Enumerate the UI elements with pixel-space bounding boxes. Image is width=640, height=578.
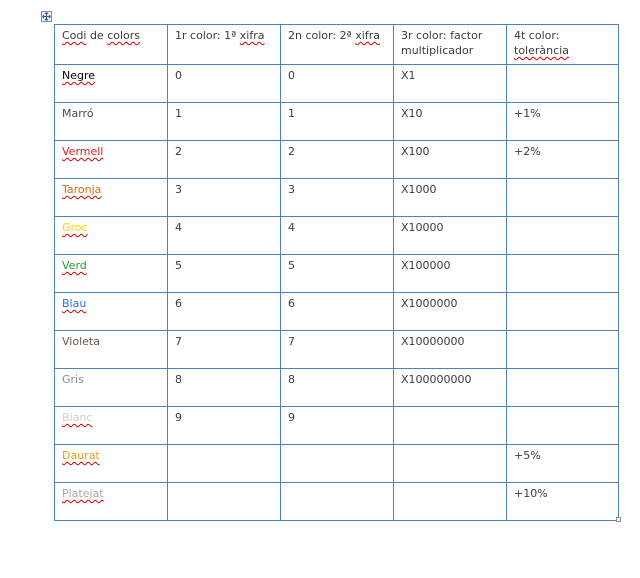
second-digit-text: 0	[288, 69, 295, 82]
header-third-color: 3r color: factor multiplicador	[401, 29, 483, 57]
first-digit-text: 2	[175, 145, 182, 158]
header-cell[interactable]	[394, 25, 507, 65]
first-digit-cell[interactable]	[168, 483, 281, 521]
color-name-cell[interactable]	[55, 407, 168, 445]
header-cell[interactable]	[168, 25, 281, 65]
table-resize-handle[interactable]	[616, 517, 621, 522]
second-digit-text: 4	[288, 221, 295, 234]
second-digit-text: 9	[288, 411, 295, 424]
tolerance-cell[interactable]	[507, 483, 619, 521]
color-name-text: Blanc	[62, 411, 93, 424]
table-row	[55, 407, 619, 445]
multiplier-text: X1000000	[401, 297, 458, 310]
tolerance-cell[interactable]	[507, 407, 619, 445]
multiplier-text: X100000	[401, 259, 451, 272]
first-digit-text: 7	[175, 335, 182, 348]
multiplier-text: X100000000	[401, 373, 472, 386]
first-digit-cell[interactable]	[168, 255, 281, 293]
second-digit-cell[interactable]	[281, 445, 394, 483]
multiplier-cell[interactable]	[394, 141, 507, 179]
first-digit-cell[interactable]	[168, 369, 281, 407]
table-move-handle[interactable]	[41, 11, 52, 22]
table-row	[55, 445, 619, 483]
second-digit-cell[interactable]	[281, 217, 394, 255]
color-name-text: Blau	[62, 297, 87, 310]
table-row	[55, 331, 619, 369]
second-digit-text: 7	[288, 335, 295, 348]
table-row	[55, 293, 619, 331]
color-name-cell[interactable]	[55, 103, 168, 141]
color-name-cell[interactable]	[55, 65, 168, 103]
second-digit-cell[interactable]	[281, 65, 394, 103]
table-row	[55, 255, 619, 293]
color-name-cell[interactable]	[55, 179, 168, 217]
header-first-color: 1r color: 1ª xifra	[175, 29, 265, 42]
multiplier-cell[interactable]	[394, 369, 507, 407]
second-digit-text: 2	[288, 145, 295, 158]
tolerance-text: +10%	[514, 487, 548, 500]
multiplier-text: X100	[401, 145, 430, 158]
first-digit-cell[interactable]	[168, 179, 281, 217]
second-digit-text: 5	[288, 259, 295, 272]
color-name-text: Violeta	[62, 335, 100, 348]
first-digit-cell[interactable]	[168, 65, 281, 103]
first-digit-cell[interactable]	[168, 407, 281, 445]
tolerance-cell[interactable]	[507, 103, 619, 141]
first-digit-text: 6	[175, 297, 182, 310]
table-row	[55, 179, 619, 217]
color-name-cell[interactable]	[55, 255, 168, 293]
second-digit-cell[interactable]	[281, 179, 394, 217]
tolerance-cell[interactable]	[507, 255, 619, 293]
second-digit-cell[interactable]	[281, 141, 394, 179]
color-name-text: Taronja	[62, 183, 102, 196]
first-digit-cell[interactable]	[168, 217, 281, 255]
multiplier-cell[interactable]	[394, 179, 507, 217]
multiplier-cell[interactable]	[394, 483, 507, 521]
color-name-text: Vermell	[62, 145, 104, 158]
multiplier-cell[interactable]	[394, 65, 507, 103]
tolerance-text: +1%	[514, 107, 541, 120]
first-digit-text: 3	[175, 183, 182, 196]
first-digit-text: 8	[175, 373, 182, 386]
multiplier-cell[interactable]	[394, 445, 507, 483]
second-digit-text: 3	[288, 183, 295, 196]
table-row	[55, 103, 619, 141]
tolerance-text: +2%	[514, 145, 541, 158]
tolerance-cell[interactable]	[507, 445, 619, 483]
header-cell[interactable]	[507, 25, 619, 65]
table-row	[55, 483, 619, 521]
table-row	[55, 65, 619, 103]
color-name-cell[interactable]	[55, 141, 168, 179]
multiplier-cell[interactable]	[394, 331, 507, 369]
first-digit-cell[interactable]	[168, 331, 281, 369]
multiplier-text: X1	[401, 69, 416, 82]
first-digit-cell[interactable]	[168, 103, 281, 141]
multiplier-text: X1000	[401, 183, 437, 196]
table-row	[55, 369, 619, 407]
table-row	[55, 217, 619, 255]
first-digit-text: 9	[175, 411, 182, 424]
first-digit-cell[interactable]	[168, 293, 281, 331]
multiplier-cell[interactable]	[394, 293, 507, 331]
tolerance-cell[interactable]	[507, 179, 619, 217]
color-name-text: Daurat	[62, 449, 100, 462]
multiplier-text: X10000	[401, 221, 444, 234]
second-digit-cell[interactable]	[281, 103, 394, 141]
multiplier-cell[interactable]	[394, 103, 507, 141]
second-digit-cell[interactable]	[281, 331, 394, 369]
second-digit-cell[interactable]	[281, 407, 394, 445]
color-name-cell[interactable]	[55, 369, 168, 407]
header-codi-de-colors: Codi de colors	[62, 29, 141, 42]
multiplier-cell[interactable]	[394, 217, 507, 255]
color-name-text: Negre	[62, 69, 96, 82]
multiplier-text: X10000000	[401, 335, 465, 348]
multiplier-text: X10	[401, 107, 423, 120]
color-name-text: Gris	[62, 373, 84, 386]
second-digit-cell[interactable]	[281, 369, 394, 407]
color-name-text: Groc	[62, 221, 88, 234]
table-row	[55, 141, 619, 179]
second-digit-text: 6	[288, 297, 295, 310]
table-header-row	[55, 25, 619, 65]
color-name-cell[interactable]	[55, 483, 168, 521]
color-name-text: Marró	[62, 107, 94, 120]
first-digit-text: 4	[175, 221, 182, 234]
header-cell[interactable]	[55, 25, 168, 65]
second-digit-cell[interactable]	[281, 483, 394, 521]
second-digit-text: 8	[288, 373, 295, 386]
color-name-cell[interactable]	[55, 331, 168, 369]
header-cell[interactable]	[281, 25, 394, 65]
first-digit-text: 0	[175, 69, 182, 82]
tolerance-cell[interactable]	[507, 331, 619, 369]
first-digit-text: 1	[175, 107, 182, 120]
second-digit-text: 1	[288, 107, 295, 120]
tolerance-cell[interactable]	[507, 141, 619, 179]
first-digit-cell[interactable]	[168, 141, 281, 179]
tolerance-cell[interactable]	[507, 369, 619, 407]
header-fourth-color: 4t color: tolerància	[514, 29, 569, 57]
second-digit-cell[interactable]	[281, 255, 394, 293]
tolerance-cell[interactable]	[507, 217, 619, 255]
color-name-cell[interactable]	[55, 293, 168, 331]
header-second-color: 2n color: 2ª xifra	[288, 29, 380, 42]
color-name-cell[interactable]	[55, 445, 168, 483]
color-name-text: Verd	[62, 259, 87, 272]
second-digit-cell[interactable]	[281, 293, 394, 331]
color-code-table	[54, 24, 619, 521]
move-arrows-icon	[42, 12, 51, 21]
multiplier-cell[interactable]	[394, 407, 507, 445]
tolerance-cell[interactable]	[507, 293, 619, 331]
color-name-cell[interactable]	[55, 217, 168, 255]
multiplier-cell[interactable]	[394, 255, 507, 293]
first-digit-cell[interactable]	[168, 445, 281, 483]
color-name-text: Platejat	[62, 487, 104, 500]
tolerance-text: +5%	[514, 449, 541, 462]
first-digit-text: 5	[175, 259, 182, 272]
tolerance-cell[interactable]	[507, 65, 619, 103]
